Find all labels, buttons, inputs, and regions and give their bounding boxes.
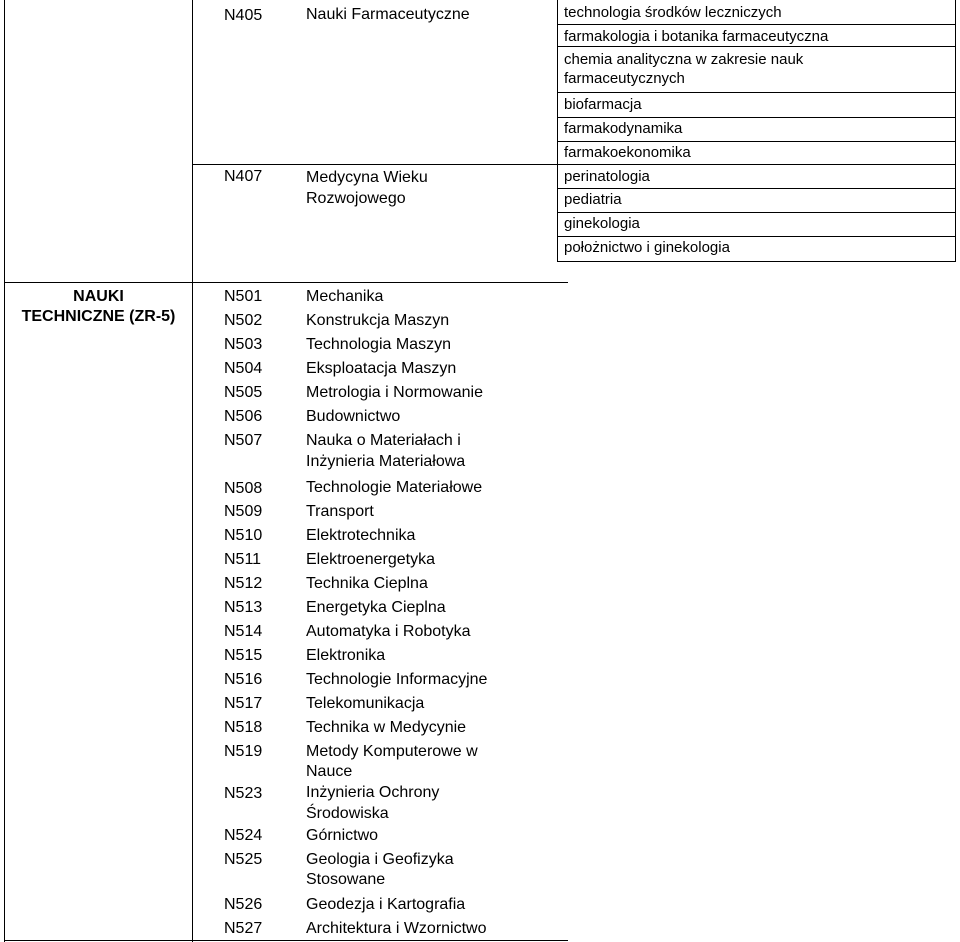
discipline-name: Budownictwo	[306, 408, 401, 425]
discipline-code: N523	[224, 785, 263, 802]
discipline-code: N527	[224, 920, 263, 937]
subject-item: biofarmacja	[564, 96, 642, 113]
subject-item: farmakoekonomika	[564, 144, 691, 161]
subject-item: farmakodynamika	[564, 120, 683, 137]
discipline-name-continued: Stosowane	[306, 871, 386, 888]
discipline-code: N505	[224, 384, 263, 401]
discipline-name: Transport	[306, 503, 374, 520]
subject-item-continued: farmaceutycznych	[564, 70, 685, 87]
subject-item: położnictwo i ginekologia	[564, 239, 730, 256]
discipline-name-continued: Inżynieria Materiałowa	[306, 453, 466, 470]
row-divider-subjects-2	[557, 46, 956, 47]
table-bottom-border	[4, 940, 568, 941]
discipline-name: Nauki Farmaceutyczne	[306, 6, 470, 23]
subject-item: ginekologia	[564, 215, 640, 232]
discipline-code: N503	[224, 336, 263, 353]
subject-item: perinatologia	[564, 168, 650, 185]
discipline-name: Elektrotechnika	[306, 527, 416, 544]
discipline-code: N405	[224, 7, 263, 24]
field-label: NAUKI	[73, 288, 124, 305]
discipline-code: N512	[224, 575, 263, 592]
discipline-code: N507	[224, 432, 263, 449]
discipline-name: Geologia i Geofizyka	[306, 851, 454, 868]
discipline-code: N510	[224, 527, 263, 544]
table-right-border-top	[955, 0, 956, 262]
discipline-name: Inżynieria Ochrony	[306, 784, 440, 801]
discipline-name: Architektura i Wzornictwo	[306, 920, 487, 937]
discipline-name-continued: Środowiska	[306, 805, 389, 822]
subject-item: chemia analityczna w zakresie nauk	[564, 51, 804, 68]
section-divider	[4, 282, 568, 283]
row-divider-subjects-6	[557, 188, 956, 189]
discipline-code: N508	[224, 480, 263, 497]
discipline-name: Geodezja i Kartografia	[306, 896, 466, 913]
discipline-code: N517	[224, 695, 263, 712]
discipline-name: Górnictwo	[306, 827, 379, 844]
discipline-name-continued: Nauce	[306, 763, 353, 780]
discipline-code: N524	[224, 827, 263, 844]
discipline-code: N519	[224, 743, 263, 760]
discipline-name: Telekomunikacja	[306, 695, 425, 712]
discipline-name: Technologia Maszyn	[306, 336, 451, 353]
discipline-name: Elektroenergetyka	[306, 551, 435, 568]
discipline-code: N526	[224, 896, 263, 913]
discipline-code: N516	[224, 671, 263, 688]
discipline-name: Automatyka i Robotyka	[306, 623, 471, 640]
discipline-name: Technologie Materiałowe	[306, 479, 483, 496]
field-label: TECHNICZNE (ZR-5)	[21, 308, 176, 325]
column-divider-name	[557, 0, 558, 262]
discipline-name: Mechanika	[306, 288, 384, 305]
discipline-code: N509	[224, 503, 263, 520]
section-divider-top	[557, 261, 956, 262]
row-divider-n407	[193, 164, 956, 165]
discipline-name: Technika w Medycynie	[306, 719, 467, 736]
table-left-border	[4, 0, 5, 942]
discipline-code: N514	[224, 623, 263, 640]
discipline-name: Energetyka Cieplna	[306, 599, 446, 616]
subject-item: technologia środków leczniczych	[564, 4, 782, 21]
discipline-code: N504	[224, 360, 263, 377]
row-divider-subjects-5	[557, 141, 956, 142]
discipline-name: Nauka o Materiałach i	[306, 432, 461, 449]
row-divider-subjects-4	[557, 117, 956, 118]
discipline-name: Elektronika	[306, 647, 386, 664]
subject-item: pediatria	[564, 191, 622, 208]
discipline-name: Medycyna Wieku	[306, 169, 428, 186]
discipline-code: N518	[224, 719, 263, 736]
discipline-code: N525	[224, 851, 263, 868]
row-divider-subjects-3	[557, 92, 956, 93]
discipline-code: N515	[224, 647, 263, 664]
discipline-name: Technika Cieplna	[306, 575, 428, 592]
discipline-code: N506	[224, 408, 263, 425]
subject-item: farmakologia i botanika farmaceutyczna	[564, 28, 829, 45]
column-divider-field	[192, 0, 193, 942]
discipline-name-continued: Rozwojowego	[306, 190, 406, 207]
row-divider-subjects-8	[557, 236, 956, 237]
discipline-code: N501	[224, 288, 263, 305]
discipline-name: Metody Komputerowe w	[306, 743, 478, 760]
discipline-code: N511	[224, 551, 262, 568]
row-divider-subjects-1	[557, 24, 956, 25]
discipline-name: Technologie Informacyjne	[306, 671, 488, 688]
discipline-name: Metrologia i Normowanie	[306, 384, 483, 401]
row-divider-subjects-7	[557, 212, 956, 213]
discipline-name: Konstrukcja Maszyn	[306, 312, 450, 329]
discipline-name: Eksploatacja Maszyn	[306, 360, 457, 377]
discipline-code: N502	[224, 312, 263, 329]
discipline-code: N513	[224, 599, 263, 616]
discipline-code: N407	[224, 168, 263, 185]
